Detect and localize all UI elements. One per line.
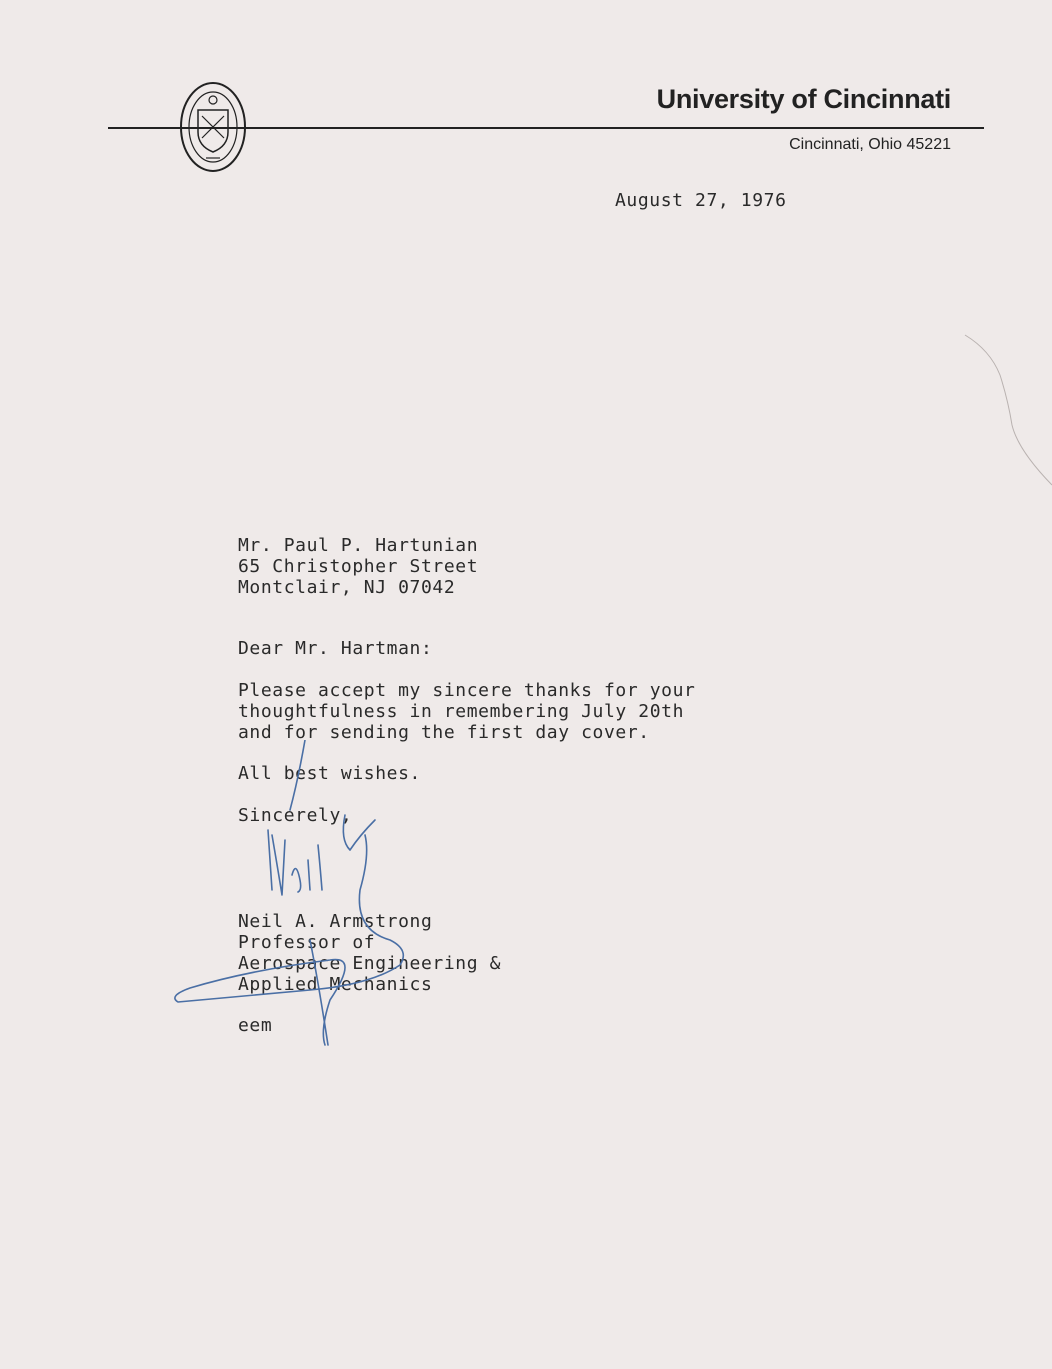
signer-department: Applied Mechanics: [238, 974, 433, 995]
body-line: thoughtfulness in remembering July 20th: [238, 701, 685, 722]
signer-name: Neil A. Armstrong: [238, 911, 433, 932]
body-line: and for sending the first day cover.: [238, 722, 650, 743]
handwritten-signature: [160, 740, 480, 1060]
closing: Sincerely,: [238, 805, 353, 826]
recipient-name: Mr. Paul P. Hartunian: [238, 535, 479, 556]
salutation: Dear Mr. Hartman:: [238, 638, 433, 659]
letterhead-rule: [108, 127, 984, 129]
best-wishes: All best wishes.: [238, 763, 421, 784]
institution-name: University of Cincinnati: [656, 84, 951, 114]
body-line: Please accept my sincere thanks for your: [238, 680, 696, 701]
paper-crease: [960, 330, 1052, 490]
institution-address: Cincinnati, Ohio 45221: [789, 136, 951, 153]
signer-department: Aerospace Engineering &: [238, 953, 502, 974]
recipient-city: Montclair, NJ 07042: [238, 577, 456, 598]
signer-title: Professor of: [238, 932, 376, 953]
recipient-street: 65 Christopher Street: [238, 556, 479, 577]
letter-date: August 27, 1976: [615, 190, 787, 211]
typist-initials: eem: [238, 1015, 273, 1036]
